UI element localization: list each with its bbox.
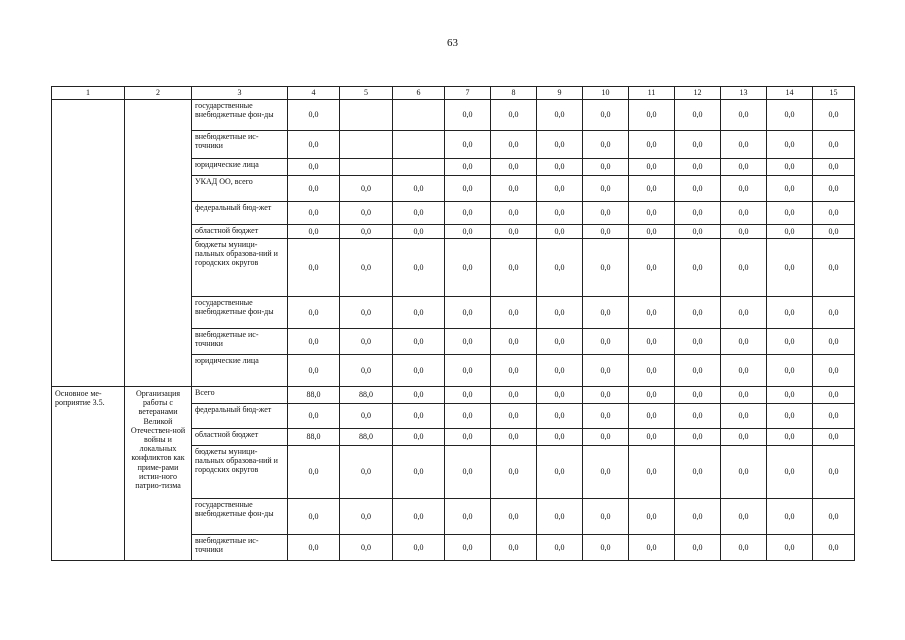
- value-cell: 0,0: [288, 100, 340, 131]
- value-cell: 0,0: [491, 446, 537, 499]
- value-cell: 0,0: [445, 225, 491, 239]
- value-cell: 0,0: [340, 499, 393, 535]
- value-cell: 88,0: [288, 387, 340, 404]
- value-cell: 0,0: [767, 535, 813, 561]
- value-cell: 0,0: [393, 297, 445, 329]
- value-cell: 0,0: [393, 176, 445, 202]
- value-cell: 0,0: [491, 404, 537, 429]
- value-cell: 0,0: [767, 404, 813, 429]
- value-cell: 0,0: [340, 329, 393, 355]
- value-cell: 0,0: [393, 225, 445, 239]
- value-cell: 0,0: [393, 329, 445, 355]
- value-cell: 0,0: [721, 404, 767, 429]
- value-cell: 0,0: [721, 239, 767, 297]
- value-cell: 0,0: [491, 387, 537, 404]
- value-cell: [393, 131, 445, 159]
- header-cell: 12: [675, 87, 721, 100]
- value-cell: 0,0: [583, 329, 629, 355]
- value-cell: 0,0: [288, 176, 340, 202]
- value-cell: 0,0: [491, 176, 537, 202]
- value-cell: 0,0: [675, 387, 721, 404]
- value-cell: 0,0: [491, 329, 537, 355]
- value-cell: 0,0: [813, 535, 855, 561]
- value-cell: 0,0: [583, 176, 629, 202]
- table-row: [52, 387, 855, 404]
- value-cell: 0,0: [629, 297, 675, 329]
- value-cell: 0,0: [537, 131, 583, 159]
- value-cell: 0,0: [721, 176, 767, 202]
- table-body: [52, 87, 855, 561]
- value-cell: 0,0: [393, 202, 445, 225]
- value-cell: 0,0: [721, 429, 767, 446]
- value-cell: 0,0: [340, 446, 393, 499]
- value-cell: 0,0: [629, 239, 675, 297]
- value-cell: 0,0: [675, 131, 721, 159]
- value-cell: 0,0: [537, 239, 583, 297]
- funding-source-label: внебюджетные ис-точники: [192, 329, 288, 355]
- funding-source-label: федеральный бюд-жет: [192, 404, 288, 429]
- value-cell: 0,0: [537, 355, 583, 387]
- value-cell: 0,0: [583, 499, 629, 535]
- value-cell: 0,0: [288, 404, 340, 429]
- value-cell: 0,0: [629, 429, 675, 446]
- value-cell: 0,0: [445, 404, 491, 429]
- value-cell: 0,0: [767, 297, 813, 329]
- value-cell: 0,0: [340, 239, 393, 297]
- funding-source-label: юридические лица: [192, 159, 288, 176]
- value-cell: 0,0: [288, 535, 340, 561]
- value-cell: 0,0: [629, 159, 675, 176]
- value-cell: 0,0: [583, 429, 629, 446]
- value-cell: 0,0: [537, 429, 583, 446]
- value-cell: 0,0: [288, 446, 340, 499]
- value-cell: [393, 100, 445, 131]
- value-cell: 0,0: [491, 239, 537, 297]
- page-number: 63: [447, 37, 458, 49]
- header-cell: 4: [288, 87, 340, 100]
- value-cell: 0,0: [721, 159, 767, 176]
- value-cell: 88,0: [340, 429, 393, 446]
- empty-cell: [52, 100, 125, 387]
- value-cell: 0,0: [537, 225, 583, 239]
- value-cell: 0,0: [721, 355, 767, 387]
- value-cell: 0,0: [767, 239, 813, 297]
- value-cell: 0,0: [813, 239, 855, 297]
- value-cell: 0,0: [813, 446, 855, 499]
- header-cell: 11: [629, 87, 675, 100]
- header-cell: 9: [537, 87, 583, 100]
- value-cell: 0,0: [393, 387, 445, 404]
- value-cell: 0,0: [675, 499, 721, 535]
- value-cell: 0,0: [393, 355, 445, 387]
- value-cell: 0,0: [491, 202, 537, 225]
- value-cell: 0,0: [583, 535, 629, 561]
- value-cell: 0,0: [629, 225, 675, 239]
- value-cell: 0,0: [537, 446, 583, 499]
- value-cell: 0,0: [340, 225, 393, 239]
- value-cell: 0,0: [721, 329, 767, 355]
- value-cell: 0,0: [537, 297, 583, 329]
- value-cell: 0,0: [340, 404, 393, 429]
- funding-source-label: федеральный бюд-жет: [192, 202, 288, 225]
- value-cell: 0,0: [629, 202, 675, 225]
- header-cell: 2: [125, 87, 192, 100]
- header-row: [52, 87, 855, 100]
- value-cell: 0,0: [675, 429, 721, 446]
- activity-number-cell: Основное ме-роприятие 3.5.: [52, 387, 125, 561]
- value-cell: 0,0: [445, 499, 491, 535]
- value-cell: 0,0: [629, 329, 675, 355]
- value-cell: 0,0: [445, 429, 491, 446]
- value-cell: 0,0: [491, 100, 537, 131]
- value-cell: 0,0: [340, 202, 393, 225]
- value-cell: 0,0: [813, 329, 855, 355]
- header-cell: 3: [192, 87, 288, 100]
- value-cell: 0,0: [393, 239, 445, 297]
- funding-source-label: Всего: [192, 387, 288, 404]
- value-cell: 0,0: [445, 131, 491, 159]
- funding-source-label: бюджеты муници-пальных образова-ний и городских округов: [192, 446, 288, 499]
- value-cell: 0,0: [767, 159, 813, 176]
- value-cell: 0,0: [288, 202, 340, 225]
- value-cell: 0,0: [629, 131, 675, 159]
- value-cell: 0,0: [675, 100, 721, 131]
- value-cell: 0,0: [675, 297, 721, 329]
- value-cell: [340, 131, 393, 159]
- value-cell: 0,0: [393, 446, 445, 499]
- value-cell: 0,0: [629, 176, 675, 202]
- value-cell: 0,0: [445, 239, 491, 297]
- value-cell: 0,0: [491, 535, 537, 561]
- value-cell: 0,0: [767, 202, 813, 225]
- value-cell: 0,0: [721, 499, 767, 535]
- value-cell: 0,0: [288, 355, 340, 387]
- value-cell: 0,0: [767, 131, 813, 159]
- value-cell: 0,0: [340, 176, 393, 202]
- value-cell: 0,0: [491, 297, 537, 329]
- empty-cell: [125, 100, 192, 387]
- value-cell: 0,0: [629, 100, 675, 131]
- value-cell: 0,0: [445, 387, 491, 404]
- value-cell: 0,0: [629, 387, 675, 404]
- value-cell: 0,0: [288, 239, 340, 297]
- funding-source-label: областной бюджет: [192, 429, 288, 446]
- value-cell: 0,0: [675, 404, 721, 429]
- value-cell: 0,0: [583, 159, 629, 176]
- value-cell: 88,0: [340, 387, 393, 404]
- funding-source-label: внебюджетные ис-точники: [192, 131, 288, 159]
- value-cell: 0,0: [445, 176, 491, 202]
- value-cell: 0,0: [813, 100, 855, 131]
- value-cell: 0,0: [445, 202, 491, 225]
- value-cell: 0,0: [813, 176, 855, 202]
- value-cell: 0,0: [583, 202, 629, 225]
- value-cell: 0,0: [393, 535, 445, 561]
- budget-table: [51, 86, 855, 561]
- table-row: [52, 100, 855, 131]
- value-cell: 0,0: [583, 355, 629, 387]
- value-cell: 0,0: [813, 131, 855, 159]
- value-cell: 0,0: [813, 297, 855, 329]
- value-cell: 0,0: [583, 131, 629, 159]
- value-cell: [340, 159, 393, 176]
- value-cell: 0,0: [629, 499, 675, 535]
- value-cell: 0,0: [629, 404, 675, 429]
- value-cell: 0,0: [445, 159, 491, 176]
- funding-source-label: областной бюджет: [192, 225, 288, 239]
- value-cell: 0,0: [813, 225, 855, 239]
- value-cell: 0,0: [675, 202, 721, 225]
- value-cell: [393, 159, 445, 176]
- value-cell: 0,0: [583, 387, 629, 404]
- value-cell: 0,0: [767, 387, 813, 404]
- value-cell: 0,0: [721, 225, 767, 239]
- value-cell: 0,0: [721, 446, 767, 499]
- value-cell: 0,0: [721, 202, 767, 225]
- value-cell: 0,0: [537, 499, 583, 535]
- value-cell: 0,0: [491, 499, 537, 535]
- header-cell: 5: [340, 87, 393, 100]
- value-cell: 0,0: [675, 329, 721, 355]
- value-cell: 0,0: [721, 100, 767, 131]
- value-cell: 0,0: [629, 535, 675, 561]
- value-cell: 0,0: [583, 100, 629, 131]
- funding-source-label: государственные внебюджетные фон-ды: [192, 297, 288, 329]
- value-cell: 0,0: [675, 355, 721, 387]
- value-cell: 0,0: [813, 429, 855, 446]
- header-cell: 7: [445, 87, 491, 100]
- value-cell: 0,0: [393, 404, 445, 429]
- value-cell: 0,0: [288, 297, 340, 329]
- value-cell: 0,0: [537, 404, 583, 429]
- activity-name-cell: Организация работы с ветеранами Великой Отечествен-ной войны и локальных конфликтов как приме-рами истин-ного патрио-тизма: [125, 387, 192, 561]
- value-cell: 0,0: [767, 355, 813, 387]
- value-cell: 0,0: [393, 429, 445, 446]
- value-cell: 0,0: [767, 499, 813, 535]
- value-cell: 0,0: [767, 446, 813, 499]
- funding-source-label: государственные внебюджетные фон-ды: [192, 100, 288, 131]
- value-cell: 0,0: [721, 131, 767, 159]
- value-cell: 0,0: [445, 355, 491, 387]
- value-cell: 0,0: [767, 225, 813, 239]
- value-cell: 0,0: [813, 202, 855, 225]
- value-cell: 0,0: [813, 387, 855, 404]
- value-cell: 0,0: [813, 404, 855, 429]
- value-cell: 0,0: [537, 329, 583, 355]
- funding-source-label: внебюджетные ис-точники: [192, 535, 288, 561]
- value-cell: 0,0: [675, 446, 721, 499]
- value-cell: 0,0: [445, 100, 491, 131]
- header-cell: 14: [767, 87, 813, 100]
- value-cell: 0,0: [340, 535, 393, 561]
- value-cell: 0,0: [288, 225, 340, 239]
- value-cell: 0,0: [767, 329, 813, 355]
- value-cell: 0,0: [629, 355, 675, 387]
- value-cell: 0,0: [675, 176, 721, 202]
- funding-source-label: юридические лица: [192, 355, 288, 387]
- value-cell: 0,0: [537, 100, 583, 131]
- value-cell: 0,0: [340, 355, 393, 387]
- value-cell: 0,0: [767, 176, 813, 202]
- value-cell: 0,0: [491, 159, 537, 176]
- value-cell: [340, 100, 393, 131]
- funding-source-label: УКАД ОО, всего: [192, 176, 288, 202]
- header-cell: 15: [813, 87, 855, 100]
- value-cell: 0,0: [288, 329, 340, 355]
- header-cell: 13: [721, 87, 767, 100]
- value-cell: 88,0: [288, 429, 340, 446]
- value-cell: 0,0: [721, 535, 767, 561]
- value-cell: 0,0: [491, 355, 537, 387]
- value-cell: 0,0: [491, 131, 537, 159]
- value-cell: 0,0: [583, 404, 629, 429]
- value-cell: 0,0: [583, 239, 629, 297]
- value-cell: 0,0: [491, 429, 537, 446]
- value-cell: 0,0: [537, 535, 583, 561]
- header-cell: 10: [583, 87, 629, 100]
- value-cell: 0,0: [288, 499, 340, 535]
- value-cell: 0,0: [393, 499, 445, 535]
- value-cell: 0,0: [537, 202, 583, 225]
- value-cell: 0,0: [445, 329, 491, 355]
- value-cell: 0,0: [583, 297, 629, 329]
- funding-source-label: бюджеты муници-пальных образова-ний и городских округов: [192, 239, 288, 297]
- value-cell: 0,0: [537, 387, 583, 404]
- value-cell: 0,0: [767, 100, 813, 131]
- value-cell: 0,0: [288, 159, 340, 176]
- value-cell: 0,0: [445, 297, 491, 329]
- value-cell: 0,0: [583, 446, 629, 499]
- value-cell: 0,0: [537, 176, 583, 202]
- value-cell: 0,0: [721, 297, 767, 329]
- value-cell: 0,0: [675, 239, 721, 297]
- header-cell: 8: [491, 87, 537, 100]
- header-cell: 6: [393, 87, 445, 100]
- value-cell: 0,0: [721, 387, 767, 404]
- value-cell: 0,0: [583, 225, 629, 239]
- value-cell: 0,0: [813, 159, 855, 176]
- value-cell: 0,0: [813, 499, 855, 535]
- value-cell: 0,0: [340, 297, 393, 329]
- value-cell: 0,0: [629, 446, 675, 499]
- value-cell: 0,0: [675, 535, 721, 561]
- header-cell: 1: [52, 87, 125, 100]
- value-cell: 0,0: [767, 429, 813, 446]
- value-cell: 0,0: [491, 225, 537, 239]
- value-cell: 0,0: [445, 535, 491, 561]
- value-cell: 0,0: [445, 446, 491, 499]
- value-cell: 0,0: [813, 355, 855, 387]
- value-cell: 0,0: [537, 159, 583, 176]
- value-cell: 0,0: [288, 131, 340, 159]
- value-cell: 0,0: [675, 225, 721, 239]
- value-cell: 0,0: [675, 159, 721, 176]
- funding-source-label: государственные внебюджетные фон-ды: [192, 499, 288, 535]
